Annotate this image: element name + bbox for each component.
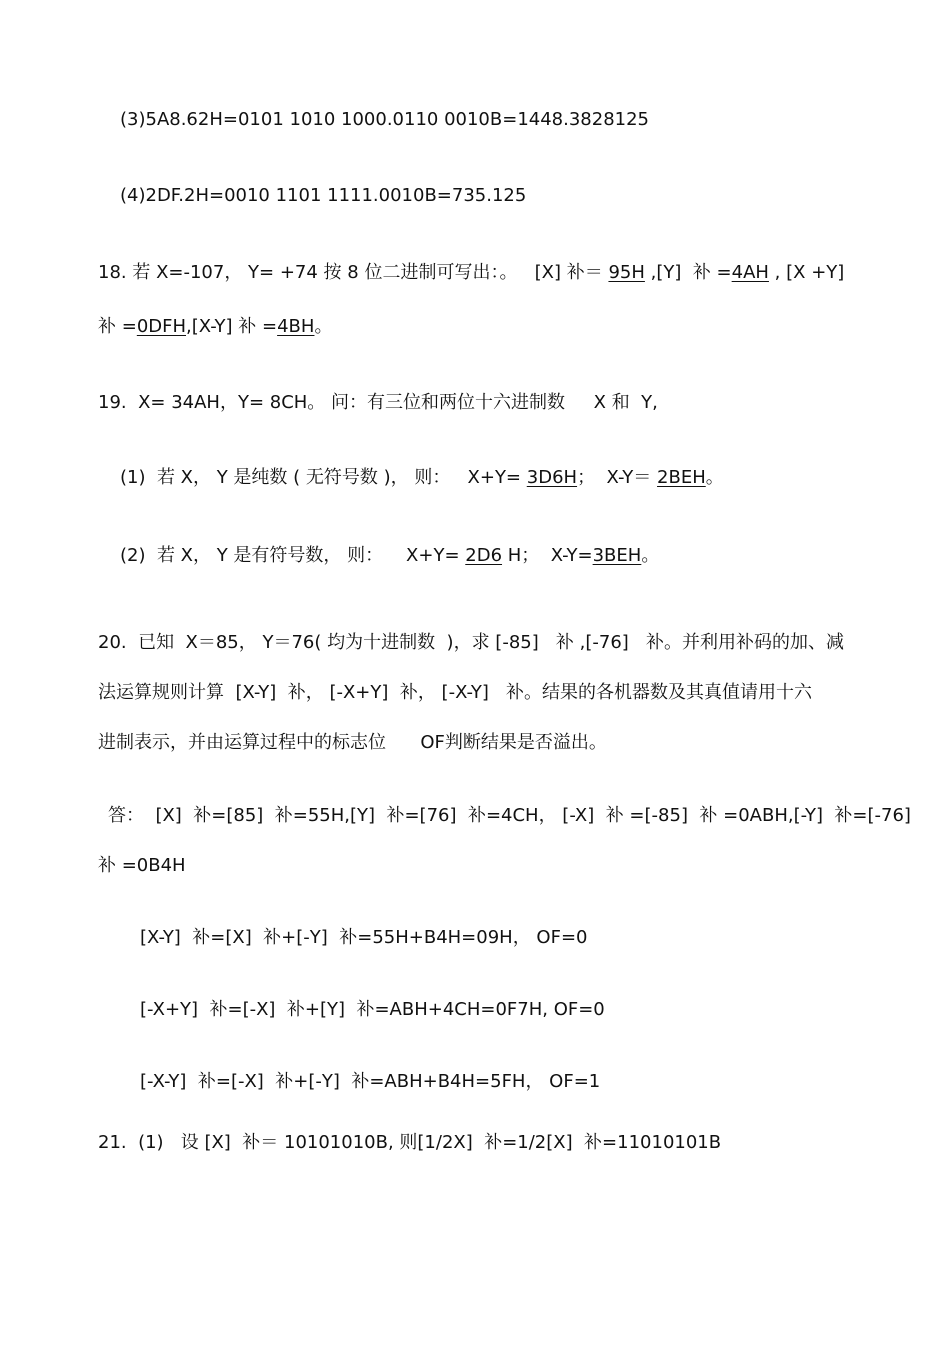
q19-intro: 19. X= 34AH，Y= 8CH。 问：有三位和两位十六进制数 X 和 Y, bbox=[98, 392, 658, 413]
q21-line1: 21. (1) 设 [X] 补＝ 10101010B, 则[1/2X] 补=1/2[X] 补=11010101B bbox=[98, 1132, 722, 1153]
q19-p2-diff: 3BEH bbox=[592, 545, 642, 566]
q18-x-complement: 95H bbox=[608, 262, 645, 283]
q20-answer1: 答： [X] 补=[85] 补=55H,[Y] 补=[76] 补=4CH， [-X] 补 =[-85] 补 =0ABH,[-Y] 补=[-76] bbox=[108, 805, 911, 826]
q17-item4: (4)2DF.2H=0010 1101 1111.0010B=735.125 bbox=[120, 185, 527, 206]
q19-p1-suffix: 。 bbox=[705, 467, 724, 488]
q20-line2: 法运算规则计算 [X-Y] 补， [-X+Y] 补， [-X-Y] 补。结果的各机器数及其真值请用十六 bbox=[98, 682, 813, 703]
q18-mid2: , [X +Y] bbox=[768, 262, 845, 283]
q20-calc2: [-X+Y] 补=[-X] 补+[Y] 补=ABH+4CH=0F7H, OF=0 bbox=[140, 999, 605, 1020]
q20-calc1: [X-Y] 补=[X] 补+[-Y] 补=55H+B4H=09H， OF=0 bbox=[140, 927, 588, 948]
q18-sum-complement: 0DFH bbox=[136, 316, 187, 337]
q19-p1-diff: 2BEH bbox=[657, 467, 706, 488]
q18-diff-complement: 4BH bbox=[277, 316, 315, 337]
q18-y-complement: 4AH bbox=[731, 262, 769, 283]
q19-p2-mid: H； X-Y= bbox=[502, 545, 593, 566]
q20-calc3: [-X-Y] 补=[-X] 补+[-Y] 补=ABH+B4H=5FH， OF=1 bbox=[140, 1071, 601, 1092]
q20-line3: 进制表示，并由运算过程中的标志位 OF判断结果是否溢出。 bbox=[98, 732, 607, 753]
q18-prefix: 18. 若 X=-107， Y= +74 按 8 位二进制可写出：。 [X] 补＝ bbox=[98, 262, 609, 283]
q19-p1-sum: 3D6H bbox=[526, 467, 578, 488]
q18-mid3: ,[X-Y] 补 = bbox=[186, 316, 278, 337]
q20-line1: 20. 已知 X＝85， Y＝76( 均为十进制数 )，求 [-85] 补 ,[-76] 补。并利用补码的加、减 bbox=[98, 632, 844, 653]
q17-item3: (3)5A8.62H=0101 1010 1000.0110 0010B=1448.3828125 bbox=[120, 109, 650, 130]
q18-suffix: 。 bbox=[314, 316, 333, 337]
q18-line2 bbox=[98, 315, 332, 339]
q19-p2-prefix: (2) 若 X， Y 是有符号数， 则： X+Y= bbox=[120, 545, 466, 566]
q19-part2 bbox=[120, 544, 659, 568]
q19-p1-prefix: (1) 若 X， Y 是纯数 ( 无符号数 )， 则： X+Y= bbox=[120, 467, 527, 488]
q19-p1-mid: ； X-Y＝ bbox=[577, 467, 658, 488]
q18-line2-prefix: 补 = bbox=[98, 316, 137, 337]
q19-p2-sum: 2D6 bbox=[465, 545, 503, 566]
q19-part1 bbox=[120, 466, 724, 490]
q18-mid1: ,[Y] 补 = bbox=[644, 262, 732, 283]
q20-answer2: 补 =0B4H bbox=[98, 855, 186, 876]
q18-line1 bbox=[98, 261, 844, 285]
q19-p2-suffix: 。 bbox=[641, 545, 660, 566]
